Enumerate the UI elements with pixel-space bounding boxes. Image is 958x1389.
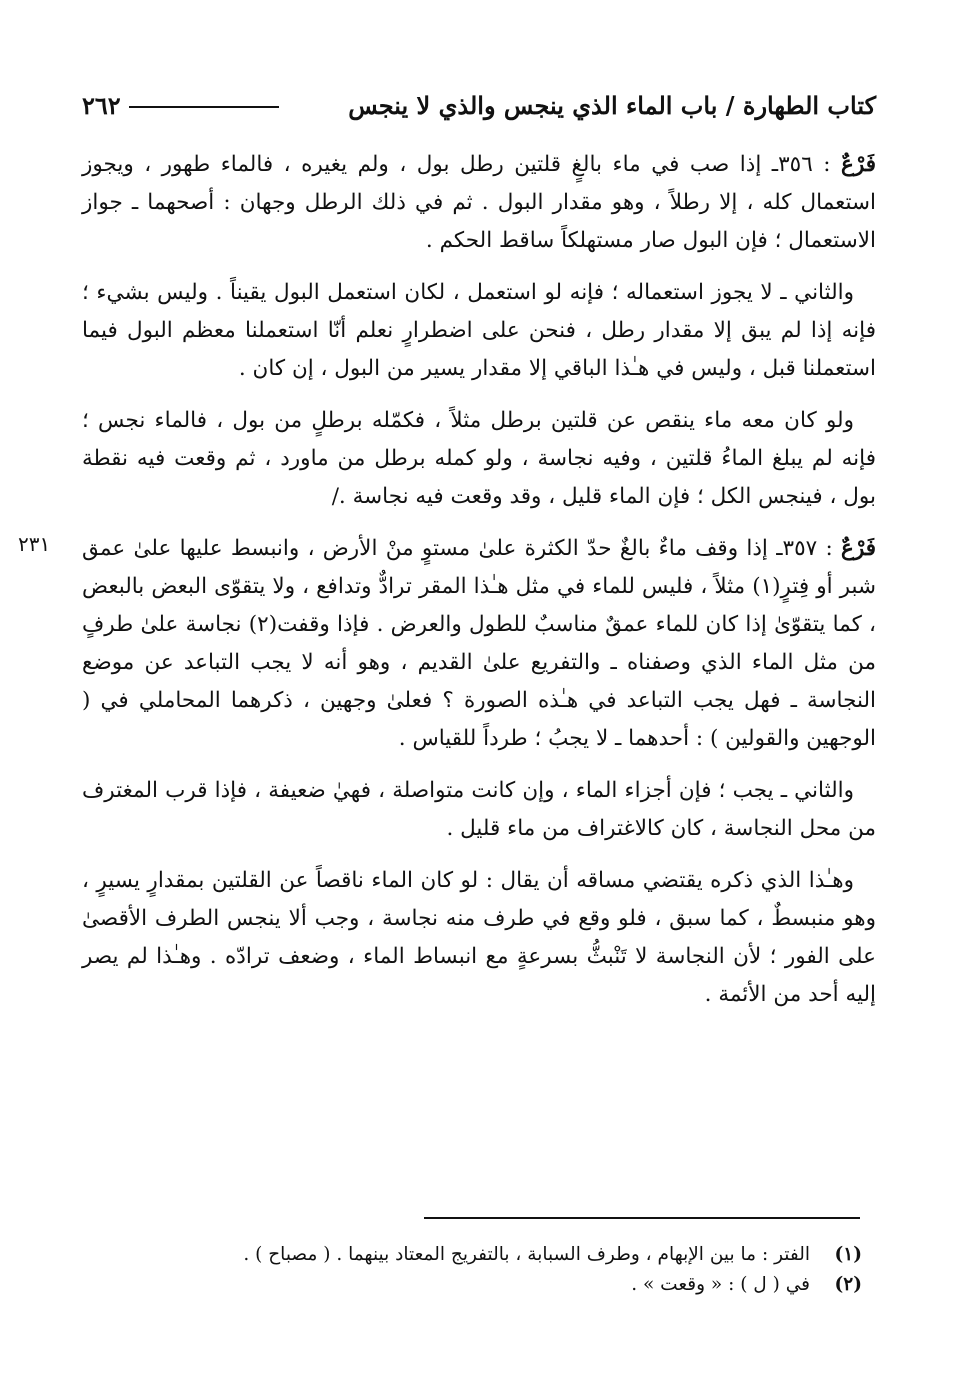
- paragraph-text: : ٣٥٦ـ إذا صب في ماء بالغٍ قلتين رطل بول ، ولم يغيره ، فالماء طهور ، ويجوز استعمال كله ، إلا رطلاً ، وهو مقدار البول . ثم في ذلك الرطل وجهان : أصحهما ـ جواز الاستعمال ؛ فإن البول صار مستهلكاً ساقط الحكم .: [82, 152, 876, 253]
- paragraph: [82, 862, 876, 1014]
- page-header: [82, 82, 876, 128]
- margin-folio-number: ٢٣١: [18, 532, 51, 556]
- footnotes: [82, 1240, 862, 1300]
- paragraph: [82, 402, 876, 516]
- footnote-number: (٢): [834, 1274, 862, 1295]
- paragraph-text: : ٣٥٧ـ إذا وقف ماءٌ بالغٌ حدّ الكثرة علىٰ مستوٍ منْ الأرض ، وانبسط عليها علىٰ عمق شبر أو فِترٍ(١) مثلاً ، فليس للماء في مثل هـٰذا المقر ترادٌّ وتدافع ، ولا يتقوّى البعض بالبعض ، كما يتقوّىٰ إذا كان للماء عمقٌ مناسبٌ للطول والعرض . فإذا وقفت(٢) نجاسة علىٰ طرفٍ من مثل الماء الذي وصفناه ـ والتفريع علىٰ القديم ، وهو أنه لا يجب التباعد عن موضع النجاسة ـ فهل يجب التباعد في هـٰذه الصورة ؟ فعلىٰ وجهين ، ذكرهما المحاملي في ( الوجهين والقولين ) : أحدهما ـ لا يجبُ ؛ طرداً للقياس .: [82, 536, 877, 751]
- footnote-number: (١): [834, 1244, 862, 1265]
- paragraph-356: [82, 146, 876, 260]
- paragraph-text: وهـٰذا الذي ذكره يقتضي مساقه أن يقال : لو كان الماء ناقصاً عن القلتين بمقدارٍ يسيرٍ ، وهو منبسطٌ ، كما سبق ، فلو وقع في طرف منه نجاسة ، وجب ألا ينجس الطرف الأقصىٰ على الفور ؛ لأن النجاسة لا تَنْبثُّ بسرعةٍ مع انبساط الماء ، وضعف ترادّه . وهـٰذا لم يصر إليه أحد من الأئمة .: [82, 868, 876, 1007]
- paragraph-357: [82, 530, 876, 758]
- paragraph-text: والثاني ـ لا يجوز استعماله ؛ فإنه لو استعمل ، لكان استعمل البول يقيناً . وليس بشيء ؛ فإنه إذا لم يبق إلا مقدار رطل ، فنحن على اضطرارٍ نعلم أنّا استعملنا معظم البول فيما استعملنا قبل ، وليس في هـٰذا الباقي إلا مقدار يسير من البول ، إن كان .: [82, 280, 876, 381]
- footnote-rule: [424, 1217, 860, 1219]
- section-marker: فَرْعٌ: [841, 536, 877, 561]
- footnote: [82, 1240, 862, 1270]
- paragraph: [82, 274, 876, 388]
- footnote-text: في ( ل ) : « وقعت » .: [631, 1274, 810, 1295]
- main-text: [82, 146, 876, 1028]
- paragraph-text: والثاني ـ يجب ؛ فإن أجزاء الماء ، وإن كانت متواصلة ، فهيٰ ضعيفة ، فإذا قرب المغترف من محل النجاسة ، كان كالاغتراف من ماء قليل .: [82, 778, 876, 841]
- paragraph-text: ولو كان معه ماء ينقص عن قلتين برطل مثلاً ، فكمّله برطلٍ من بول ، فالماء نجس ؛ فإنه لم يبلغ الماءُ قلتين ، وفيه نجاسة ، ولو كمله برطل من ماورد ، ثم وقعت فيه نقطة بول ، فينجس الكل ؛ فإن الماء قليل ، وقد وقعت فيه نجاسة ./: [82, 408, 876, 509]
- running-title: كتاب الطهارة / باب الماء الذي ينجس والذي لا ينجس: [348, 90, 876, 120]
- footnote-text: الفتر : ما بين الإبهام ، وطرف السبابة ، بالتفريج المعتاد بينهما . ( مصباح ) .: [243, 1244, 810, 1265]
- paragraph: [82, 772, 876, 848]
- page-number-group: [82, 91, 279, 120]
- section-marker: فَرْعٌ: [841, 152, 876, 177]
- footnote: [82, 1270, 862, 1300]
- header-rule: [129, 106, 279, 108]
- page-number: ٢٦٢: [82, 90, 121, 120]
